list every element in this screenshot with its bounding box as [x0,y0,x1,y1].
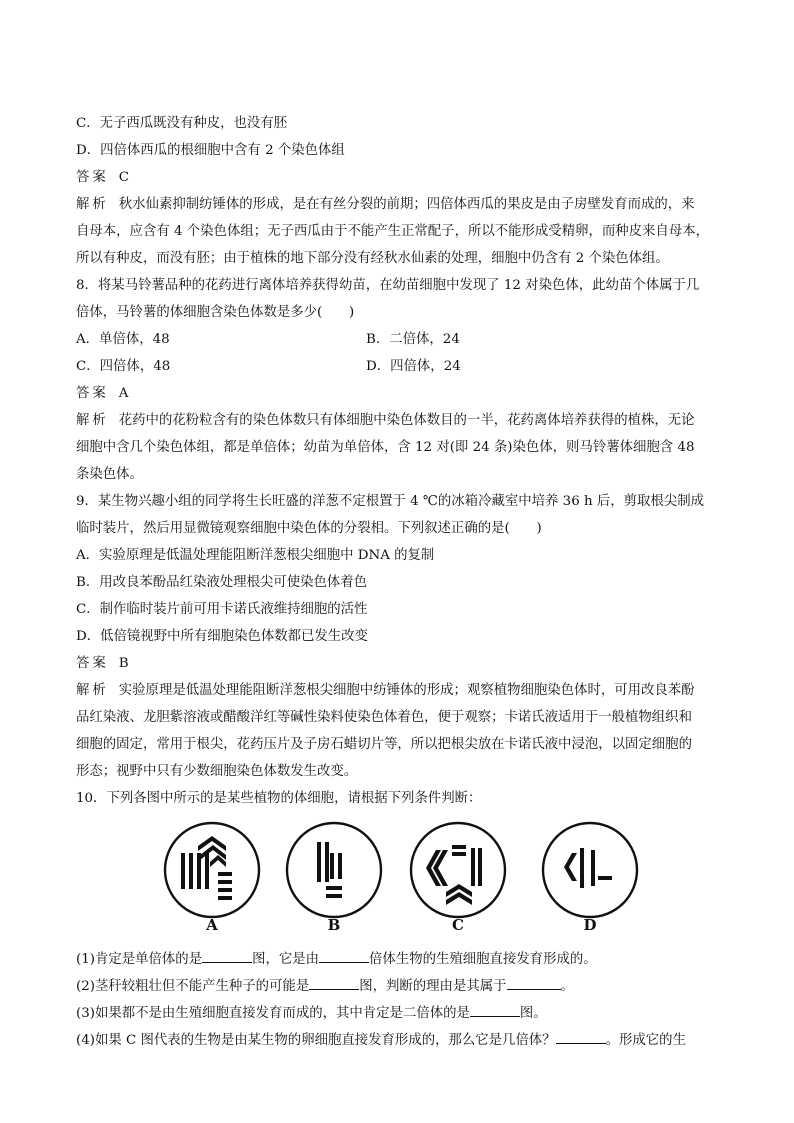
answer-blank[interactable] [319,950,369,963]
q7-explanation-line-2: 自母本，应含有 4 个染色体组；无子西瓜由于不能产生正常配子，所以不能形成受精卵，而种皮来自母本， [76,224,709,239]
cell-c [411,823,505,934]
cell-d [543,823,637,934]
q7-answer [76,170,726,186]
answer-label: 答案 [76,656,109,671]
q9-explanation-line-3: 细胞的固定，常用于根尖，花药压片及子房石蜡切片等，所以把根尖放在卡诺氏液中浸泡，以固定细胞的 [76,737,692,752]
answer-blank[interactable] [556,1031,606,1044]
figure-label-b: B [327,916,341,934]
q8-option-a: A．单倍体，48 [76,332,170,347]
q8-option-d: D．四倍体，24 [366,359,461,374]
answer-blank[interactable] [470,1004,520,1017]
q9-option-c: C．制作临时装片前可用卡诺氏液维持细胞的活性 [76,602,368,617]
figure-label-d: D [583,916,597,934]
q8-explanation-line-3: 条染色体。 [76,467,143,482]
q10-subquestion-4: (4)如果 C 图代表的生物是由某生物的卵细胞直接发育形成的，那么它是几倍体？ 。形成它的生 [76,1033,686,1048]
q8-stem-line-1: 8．将某马铃薯品种的花药进行离体培养获得幼苗，在幼苗细胞中发现了 12 对染色体，此幼苗个体属于几 [76,278,700,293]
q9-explanation-line-4: 形态；视野中只有少数细胞染色体数发生改变。 [76,764,358,779]
q8-answer [76,386,726,402]
q9-option-b: B．用改良苯酚品红染液处理根尖可使染色体着色 [76,575,368,590]
q9-option-a: A．实验原理是低温处理能阻断洋葱根尖细胞中 DNA 的复制 [76,548,435,563]
answer-value: B [118,656,129,671]
q9-stem-line-1: 9．某生物兴趣小组的同学将生长旺盛的洋葱不定根置于 4 ℃的冰箱冷藏室中培养 36 h 后，剪取根尖制成 [76,494,704,509]
q9-explanation-line-2: 品红染液、龙胆紫溶液或醋酸洋红等碱性染料使染色体着色，便于观察；卡诺氏液适用于一般植物组织和 [76,710,692,725]
q9-option-d: D．低倍镜视野中所有细胞染色体数都已发生改变 [76,629,368,644]
q7-explanation-line-1: 解析 秋水仙素抑制纺锤体的形成，是在有丝分裂的前期；四倍体西瓜的果皮是由子房壁发育而成的，来 [76,197,695,212]
q10-subquestion-1: (1)肯定是单倍体的是 图，它是由 倍体生物的生殖细胞直接发育形成的。 [76,952,597,967]
answer-blank[interactable] [507,977,561,990]
explanation-label: 解析 [76,197,109,212]
q10-stem: 10．下列各图中所示的是某些植物的体细胞，请根据下列条件判断： [76,791,482,806]
answer-value: A [118,386,129,401]
q8-option-b: B．二倍体，24 [366,332,460,347]
q9-answer [76,656,726,672]
q7-option-c: C．无子西瓜既没有种皮，也没有胚 [76,116,288,131]
q10-subquestion-3: (3)如果都不是由生殖细胞直接发育而成的，其中肯定是二倍体的是 图。 [76,1006,547,1021]
cell-a [165,823,259,934]
q9-explanation-line-1: 解析 实验原理是低温处理能阻断洋葱根尖细胞中纺锤体的形成；观察植物细胞染色体时，可用改良苯酚 [76,683,695,698]
cell-b [287,823,381,934]
q8-explanation-line-1: 解析 花药中的花粉粒含有的染色体数只有体细胞中染色体数目的一半，花药离体培养获得的植株，无论 [76,413,695,428]
answer-blank[interactable] [309,977,359,990]
q10-subquestion-2: (2)茎秆较粗壮但不能产生种子的可能是 图，判断的理由是其属于 。 [76,979,574,994]
q8-option-c: C．四倍体，48 [76,359,171,374]
answer-label: 答案 [76,386,109,401]
explanation-label: 解析 [76,413,109,428]
answer-value: C [118,170,130,185]
q9-stem-line-2: 临时装片，然后用显微镜观察细胞中染色体的分裂相。下列叙述正确的是( ) [76,521,542,536]
figure-label-a: A [206,916,218,934]
explanation-label: 解析 [76,683,109,698]
cell-diagram-figure [160,820,640,940]
answer-label: 答案 [76,170,109,185]
q8-explanation-line-2: 细胞中含几个染色体组，都是单倍体；幼苗为单倍体，含 12 对(即 24 条)染色体，则马铃薯体细胞含 48 [76,440,695,455]
q7-option-d: D．四倍体西瓜的根细胞中含有 2 个染色体组 [76,143,345,158]
q8-stem-line-2: 倍体，马铃薯的体细胞含染色体数是多少( ) [76,305,355,320]
q7-explanation-line-3: 所以有种皮，而没有胚；由于植株的地下部分没有经秋水仙素的处理，细胞中仍含有 2 个染色体组。 [76,251,669,266]
answer-blank[interactable] [202,950,252,963]
figure-label-c: C [452,916,464,934]
